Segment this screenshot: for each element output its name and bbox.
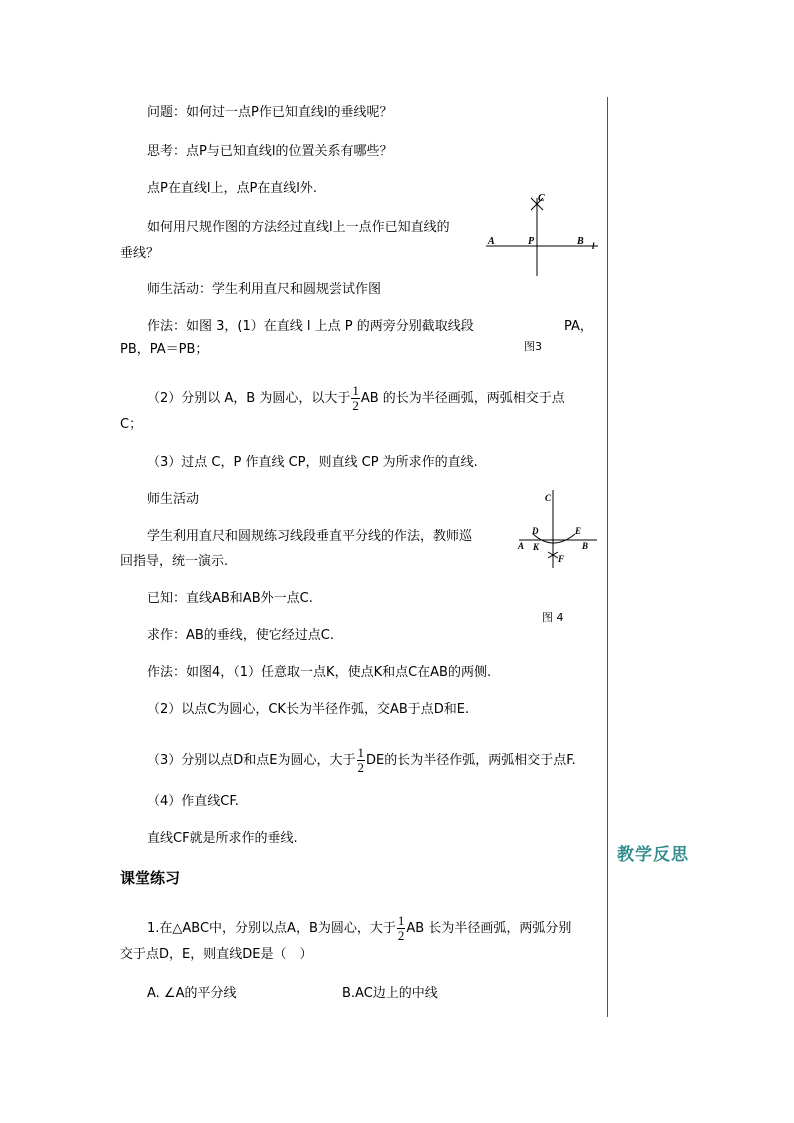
method1-line-b: PB，PA＝PB；	[120, 342, 209, 357]
fraction-numerator: 1	[357, 745, 364, 760]
fraction-denominator: 2	[357, 760, 364, 775]
fraction-half	[351, 384, 360, 413]
method-n4-line: （4）作直线CF.	[147, 794, 239, 809]
column-divider	[607, 97, 608, 1017]
ask-line: 求作：AB的垂线，使它经过点C.	[147, 628, 335, 643]
method1-line-a: 作法：如图 3，(1）在直线 l 上点 P 的两旁分别截取线段	[147, 319, 474, 334]
method-n1-line: 作法：如图4，（1）任意取一点K，使点K和点C在AB的两侧.	[147, 665, 492, 680]
method-n3-pre: （3）分别以点D和点E为圆心，大于	[147, 753, 356, 768]
method2-line-b: C；	[120, 417, 143, 432]
activity-line-1: 师生活动：学生利用直尺和圆规尝试作图	[147, 282, 382, 297]
figure-3	[482, 188, 602, 278]
known-line: 已知：直线AB和AB外一点C.	[147, 591, 313, 606]
option-a: A. ∠A的平分线	[147, 986, 237, 1001]
fig4-label-e: E	[575, 526, 582, 536]
fig4-label-c: C	[545, 493, 552, 503]
fraction-numerator: 1	[352, 383, 359, 398]
fraction-half	[397, 914, 406, 943]
figure-3-caption: 图3	[524, 340, 542, 353]
fig4-label-k: K	[533, 542, 540, 552]
fig3-label-c: C	[538, 193, 545, 204]
cases-line: 点P在直线l上，点P在直线l外.	[147, 181, 318, 196]
exercise-line-1	[147, 914, 571, 943]
student-line-2: 回指导，统一演示.	[120, 554, 229, 569]
think-line: 思考：点P与已知直线l的位置关系有哪些？	[147, 144, 393, 159]
student-line-1: 学生利用直尺和圆规练习线段垂直平分线的作法，教师巡	[147, 529, 473, 544]
fraction-numerator: 1	[397, 913, 405, 928]
method-n2-line: （2）以点C为圆心，CK长为半径作弧，交AB于点D和E.	[147, 702, 470, 717]
practice-heading: 课堂练习	[120, 869, 181, 887]
activity-line-2: 师生活动	[147, 492, 200, 507]
method1-line-a-tail: PA，	[564, 319, 593, 334]
how-line-1: 如何用尺规作图的方法经过直线l上一点作已知直线的	[147, 220, 450, 235]
method2-pre: （2）分别以 A，B 为圆心，以大于	[147, 391, 351, 406]
teaching-reflection-heading: 教学反思	[617, 845, 689, 865]
fig4-label-b: B	[582, 541, 589, 551]
how-line-2: 垂线？	[120, 246, 160, 261]
figure-4	[515, 486, 605, 576]
method-n3-line	[147, 746, 576, 775]
figure-4-caption: 图 4	[542, 611, 564, 624]
fraction-half	[357, 746, 366, 775]
fig3-label-l: l	[592, 241, 595, 251]
exercise-post: AB 长为半径画弧，两弧分别	[406, 921, 572, 936]
fraction-denominator: 2	[352, 398, 359, 413]
fig4-label-a: A	[518, 541, 525, 551]
exercise-line-2: 交于点D，E，则直线DE是（ ）	[120, 947, 313, 962]
method2-post: AB 的长为半径画弧，两弧相交于点	[360, 391, 565, 406]
fig3-label-p: P	[528, 236, 535, 247]
fig4-arc	[533, 534, 575, 543]
fraction-denominator: 2	[397, 928, 405, 943]
fig3-label-a: A	[488, 236, 495, 247]
option-b: B.AC边上的中线	[342, 986, 438, 1001]
fig4-label-d: D	[532, 526, 539, 536]
conclusion-line: 直线CF就是所求作的垂线.	[147, 831, 298, 846]
method2-line-a	[147, 384, 565, 413]
fig4-label-f: F	[558, 554, 565, 564]
exercise-pre: 1.在△ABC中，分别以点A，B为圆心，大于	[147, 921, 396, 936]
fig3-label-b: B	[577, 236, 584, 247]
question-line: 问题：如何过一点P作已知直线l的垂线呢？	[147, 105, 393, 120]
method3-line: （3）过点 C，P 作直线 CP，则直线 CP 为所求作的直线.	[147, 455, 478, 470]
method-n3-post: DE的长为半径作弧，两弧相交于点F.	[366, 753, 576, 768]
